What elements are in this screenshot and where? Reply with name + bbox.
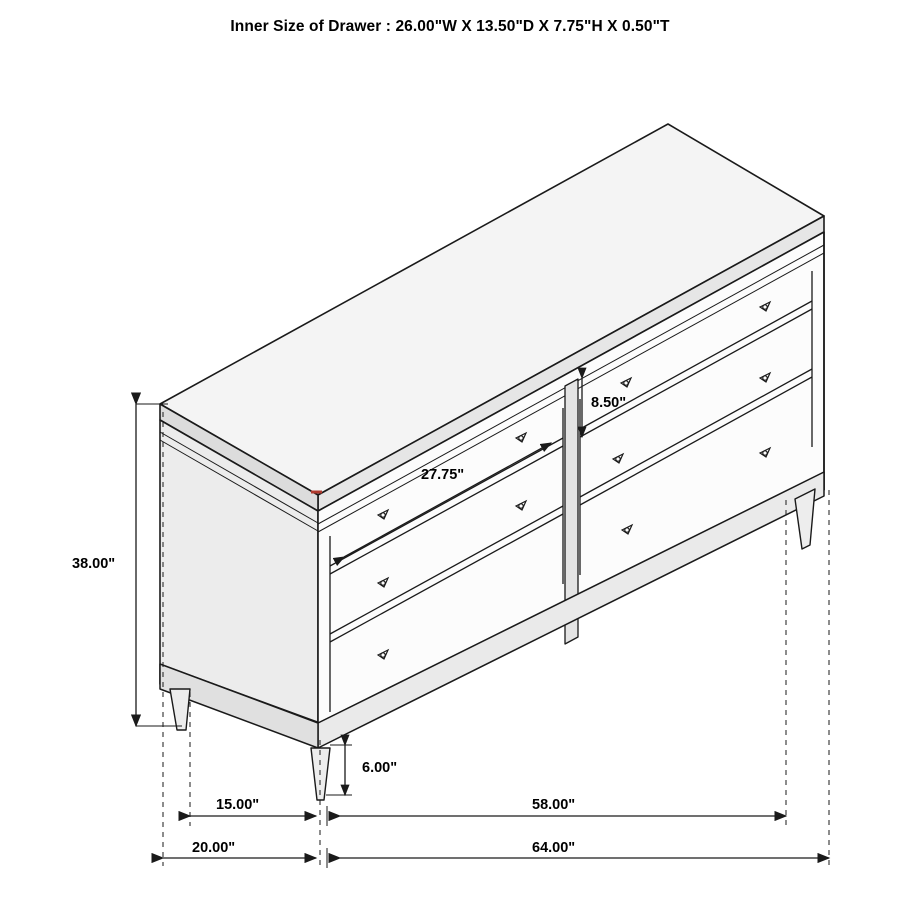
label-drawer-front-width: 27.75"	[421, 467, 465, 483]
dresser-body	[160, 124, 824, 800]
leg-back-left	[170, 689, 190, 730]
label-height-overall: 38.00"	[72, 556, 116, 572]
label-side-depth-top: 15.00"	[216, 797, 260, 813]
label-drawer-front-height: 8.50"	[591, 395, 627, 411]
label-front-width-bottom: 64.00"	[532, 840, 576, 856]
label-front-width-top: 58.00"	[532, 797, 576, 813]
label-side-depth-bottom: 20.00"	[192, 840, 236, 856]
leg-front-right	[795, 489, 815, 549]
page-title: Inner Size of Drawer : 26.00"W X 13.50"D X 7.75"H X 0.50"T	[230, 18, 670, 35]
label-leg-height: 6.00"	[362, 760, 398, 776]
